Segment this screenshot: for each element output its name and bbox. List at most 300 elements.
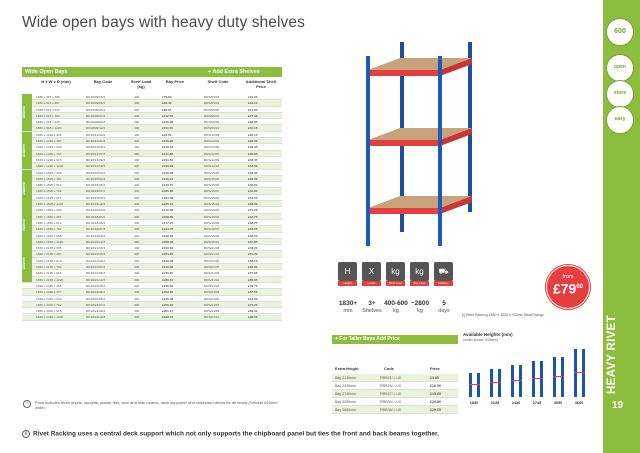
image-caption: (i) Rivet Racking 1830 x 1525 x 762mm Blue/Orange — [462, 313, 544, 317]
table-cell: 1830 x 2440 x 762 — [36, 302, 62, 307]
height-label: 2440 — [511, 401, 521, 405]
table-cell: £54.00 — [248, 164, 258, 169]
table-cell: RR18/21/12/3 — [86, 277, 106, 282]
table-cell: 400 — [134, 277, 140, 282]
table-cell: 1830 x 1830 x 915 — [36, 233, 62, 238]
table-cell: RRS/18/07 — [204, 227, 220, 232]
table-cell: RRS/15/06 — [204, 183, 220, 188]
table-cell: £49.75 — [248, 283, 258, 288]
table-cell: 1830 x 1525 x 610 — [36, 183, 62, 188]
spec-unit: mm — [343, 308, 353, 314]
table-cell: £161.50 — [162, 157, 174, 162]
table-cell: RR18/09/12/3 — [86, 126, 106, 131]
table-cell: 1830 x 1525 x 1220 — [36, 202, 64, 207]
table-column-headers — [22, 77, 282, 94]
table-cell: 400 — [134, 202, 140, 207]
spec-label: Delivery — [434, 281, 453, 286]
available-heights-title: Available Heights (mm) — [463, 332, 513, 337]
table-cell: £186.60 — [162, 283, 174, 288]
height-bar — [574, 349, 577, 397]
col-header: Additional Shelf Price — [245, 79, 277, 89]
table-cell: £158.80 — [162, 214, 174, 219]
table-cell: £21.85 — [248, 107, 258, 112]
table-cell: 400 — [134, 271, 140, 276]
table-cell: RR18/09/03/3 — [86, 95, 106, 99]
table-cell: RRS/09/09 — [204, 120, 220, 125]
spec-label: Levels — [362, 281, 381, 286]
height-bar-shelf — [490, 382, 501, 384]
table-cell: £151.70 — [162, 126, 174, 131]
extra-height-row — [332, 390, 458, 398]
table-cell: £142.90 — [162, 208, 174, 213]
table-cell: RR18/21/09/3 — [86, 271, 106, 276]
table-cell: 400 — [134, 126, 140, 131]
extra-height-cell: Bay 2440mm — [335, 384, 357, 388]
table-cell: £57.55 — [248, 290, 258, 295]
col-header: Bay Price — [165, 79, 185, 84]
table-cell: £219.60 — [162, 265, 174, 270]
table-cell: £250.00 — [162, 302, 174, 307]
table-cell: £225.10 — [162, 202, 174, 207]
available-heights-subtitle: (width shown 915mm) — [463, 338, 499, 342]
table-cell: RRS/15/12 — [204, 202, 220, 207]
table-cell: £194.75 — [162, 227, 174, 232]
table-cell: £112.70 — [162, 113, 174, 118]
table-cell: RR18/15/12/3 — [86, 202, 106, 207]
extra-height-cell: RRB21/-/-/-/0 — [380, 376, 402, 380]
height-bar — [532, 361, 535, 397]
table-cell: £42.75 — [248, 214, 258, 219]
table-cell: RRS/18/12 — [204, 239, 220, 244]
extra-height-cell: RRB27/-/-/-/0 — [380, 392, 402, 396]
table-cell: 1830 x 1220 x 610 — [36, 145, 62, 150]
table-cell: 400 — [134, 151, 140, 156]
table-cell: 400 — [134, 296, 140, 301]
table-cell: £177.25 — [162, 220, 174, 225]
table-cell: £328.15 — [162, 315, 174, 320]
spec-value: ~2800 — [410, 300, 430, 307]
height-bar — [511, 365, 514, 397]
table-cell: 400 — [134, 290, 140, 295]
height-bar — [540, 361, 543, 397]
table-cell: £36.60 — [248, 183, 258, 188]
table-cell: RR18/15/06/3 — [86, 183, 106, 188]
table-cell: 1830 x 1830 x 1220 — [36, 239, 64, 244]
table-cell: £63.00 — [248, 202, 258, 207]
table-row — [22, 314, 282, 320]
table-cell: 400 — [134, 252, 140, 257]
extra-height-row — [332, 406, 458, 414]
table-cell: RR18/15/09/3 — [86, 195, 106, 200]
table-cell: RR18/24/03/3 — [86, 283, 106, 288]
table-cell: RR18/09/07/3 — [86, 113, 106, 118]
table-cell: 1830 x 1830 x 305 — [36, 208, 62, 213]
table-cell: 400 — [134, 220, 140, 225]
table-cell: RRS/24/03 — [204, 283, 220, 288]
table-cell: 1830 x 2135 x 610 — [36, 258, 62, 263]
page: Wide open bays with heavy duty shelves 600 open store easy HEAVY RIVET 19 Wide Open Bays + Add Extra Shelves H x W x D (mm) Bay Code Shelf Load (kg) Bay Price Shelf Code Additional Shelf Price 1830 x 915 x 305 RR18/09/03/3 400 £79.60 RRS/09/03 £16.35 1830 x 915 x 457 RR18/09/04/3 400 £86.40 RRS/09/04 £19.10 1830 x 915 x 610 RR18/09/06/3 400 £96.65 RRS/09/06 £21.85 1830 x 915 x 762 RR18/09/07/3 400 £112.70 RRS/09/07 £27.35 1830 x 915 x 915 RR18/09/09/3 400 £126.36 RRS/09/09 £32.80 1830 x 915 x 1220 RR18/09/12/3 400 £151.70 RRS/09/12 £40.15 1830 x 1220 x 305 RR18/12/03/3 400 £97.55 RRS/12/03 £22.15 1830 x 1220 x 457 RR18/12/04/3 400 £106.90 RRS/12/04 £26.00 1830 x 1220 x 610 RR18/12/06/3 400 £123.50 RRS/12/06 £30.95 1830 x 1220 x 762 RR18/12/07/3 400 £141.80 RRS/12/07 £36.85 1830 x 1220 x 915 RR18/12/09/3 400 £161.50 RRS/12/09 £43.45 1830 x 1220 x 1220 RR18/12/12/3 400 £193.00 RRS/12/12 £54.00 1830 x 1525 x 305 RR18/15/03/3 400 £108.65 RRS/15/03 £25.85 1830 x 1525 x 457 RR18/15/04/3 400 £120.10 RRS/15/04 £29.65 1830 x 1525 x 610 RR18/15/06/3 400 £140.70 RRS/15/06 £36.60 1830 x 1525 x 762 RR18/15/07/3 400 £165.85 RRS/15/07 £44.90 1830 x 1525 x 915 RR18/15/09/3 400 £184.50 RRS/15/09 £51.55 1830 x 1525 x 1220 RR18/15/12/3 400 £225.10 RRS/15/12 £63.00 1830 x 1830 x 305 RR18/18/03/3 400 £142.90 RRS/18/03 £37.25 1830 x 1830 x 457 RR18/18/04/3 400 £158.80 RRS/18/04 £42.75 1830 x 1830 x 610 RR18/18/06/3 400 £177.25 RRS/18/06 £48.75 1830 x 1830 x 762 RR18/18/07/3 400 £194.75 RRS/18/07 £54.55 1830 x 1830 x 915 RR18/18/09/3 400 £219.95 RRS/18/09 £62.55 1830 x 1830 x 1220 RR18/18/12/3 400 £258.00 RRS/18/12 £75.85 1830 x 2135 x 305 RR18/21/03/3 400 £160.60 RRS/21/03 £43.20 1830 x 2135 x 457 RR18/21/04/3 400 £184.85 RRS/21/04 £51.30 1830 x 2135 x 610 RR18/21/06/3 400 £199.50 RRS/21/06 £56.10 1830 x 2135 x 762 RR18/21/07/3 400 £219.60 RRS/21/07 £62.80 1830 x 2135 x 915 RR18/21/09/3 400 £246.00 RRS/21/09 £71.65 1830 x 2135 x 1220 RR18/21/12/3 400 £286.15 RRS/21/12 £85.05 1830 x 2440 x 305 RR18/24/03/3 400 £186.60 RRS/24/03 £49.75 1830 x 2440 x 457 RR18/24/04/3 400 £203.60 RRS/24/04 £57.55 1830 x 2440 x 610 RR18/24/06/3 400 £225.30 RRS/24/06 £64.80 1830 x 2440 x 762 RR18/24/07/3 400 £250.00 RRS/24/07 £73.25 1830 x 2440 x 915 RR18/24/09/3 400 £281.15 RRS/24/09 £83.30 1830 x 2440 x 1220 RR18/24/12/3 400 £328.15 RRS/24/12 £98.60 1830mm 2135mm 2440mm 1525mm 1220mm i Price includes three levels, uprights, plastic feet, face and side beams, deck supports* and chipboard decks for all levels (*except 610mm wide). H Height 1830+ mm X Levels 3+ Shelves kg Shelf Load 400-600 kg kg Bay Load ~2800 kg ⛟ Delivery 5 days (i) Rivet Racking 1830 x 1525 x 762mm Blue/Orange from $£79^{60}$ + For Taller Bays Add Price Extra Height Code Price Bay 2135mm RRB21/-/-/-/0 £4.85 Bay 2440mm RRB24/-/-/-/0 £10.00 Bay 2745mm RRB27/-/-/-/0 £15.65 Bay 3050mm RRB30/-/-/-/0 £20.80 Bay 3660mm RRB36/-/-/-/0 £29.65 Available Heights (mm) (width shown 915mm) 1830 2135 2440 2745 3050 3660 i Rivet Racking uses a central deck support which not only supports the chipboard panel but ties the front and back beams together. — [0, 0, 640, 453]
height-bar — [498, 369, 501, 397]
table-cell: £62.55 — [248, 233, 258, 238]
table-cell: RRS/24/12 — [204, 315, 220, 320]
table-cell: 400 — [134, 95, 140, 99]
table-cell: RRS/12/07 — [204, 151, 220, 156]
table-cell: £98.60 — [248, 315, 258, 320]
table-cell: RR18/09/09/3 — [86, 120, 106, 125]
table-cell: £40.15 — [248, 126, 258, 131]
table-cell: £126.36 — [162, 120, 174, 125]
table-cell: 400 — [134, 139, 140, 144]
table-cell: 1830 x 2135 x 305 — [36, 246, 62, 251]
table-cell: 1830 x 915 x 305 — [36, 95, 60, 99]
table-cell: 1830 x 915 x 610 — [36, 107, 60, 112]
table-cell: 400 — [134, 189, 140, 194]
height-bar — [519, 365, 522, 397]
table-cell: RR18/12/09/3 — [86, 157, 106, 162]
group-label: 2135mm — [22, 144, 26, 158]
table-cell: RRS/18/04 — [204, 214, 220, 219]
table-cell: RRS/24/04 — [204, 290, 220, 295]
table-cell: RR18/12/03/3 — [86, 132, 106, 137]
table-cell: RRS/09/03 — [204, 95, 220, 99]
table-cell: 1830 x 1525 x 305 — [36, 170, 62, 175]
table-cell: £75.85 — [248, 239, 258, 244]
table-cell: RR18/24/07/3 — [86, 302, 106, 307]
table-cell: RRS/12/12 — [204, 164, 220, 169]
easy-badge-icon: easy — [606, 106, 634, 134]
table-cell: RR18/12/12/3 — [86, 164, 106, 169]
table-cell: 1830 x 2440 x 305 — [36, 283, 62, 288]
table-cell: £184.85 — [162, 252, 174, 257]
table-cell: 1830 x 1220 x 915 — [36, 157, 62, 162]
extra-height-cell: £15.65 — [430, 392, 441, 396]
table-cell: £281.15 — [162, 309, 174, 314]
table-cell: RR18/18/03/3 — [86, 208, 106, 213]
height-bar-shelf — [511, 380, 522, 382]
footer-note: i Rivet Racking uses a central deck support which not only supports the chipboard panel but ties the front and back beams together. — [22, 430, 597, 438]
table-cell: RR18/15/04/3 — [86, 176, 106, 181]
table-cell: 1830 x 915 x 457 — [36, 101, 60, 106]
table-cell: £44.90 — [248, 189, 258, 194]
height-bar-shelf — [574, 372, 585, 374]
spec-icon: kg — [410, 262, 429, 281]
spec-value: 3+ — [368, 300, 376, 307]
table-header-left: Wide Open Bays — [25, 69, 68, 75]
table-cell: £123.50 — [162, 145, 174, 150]
extra-height-cell: £4.85 — [430, 376, 439, 380]
table-cell: 400 — [134, 101, 140, 106]
extra-heights-header: + For Taller Bays Add Price — [332, 335, 458, 344]
spec-value: 400-600 — [384, 300, 408, 307]
table-cell: £85.05 — [248, 277, 258, 282]
height-label: 3050 — [553, 401, 563, 405]
table-cell: RRS/09/12 — [204, 126, 220, 131]
table-cell: 400 — [134, 283, 140, 288]
table-cell: 400 — [134, 208, 140, 213]
table-cell: 400 — [134, 120, 140, 125]
spec-value: 5 — [442, 300, 446, 307]
table-cell: 400 — [134, 157, 140, 162]
table-cell: £43.45 — [248, 157, 258, 162]
table-cell: £51.30 — [248, 252, 258, 257]
table-cell: RR18/12/04/3 — [86, 139, 106, 144]
table-cell: RRS/21/09 — [204, 271, 220, 276]
price-value: $£79^{60}$ — [552, 280, 584, 297]
table-cell: 1830 x 915 x 1220 — [36, 126, 62, 131]
table-cell: 1830 x 1830 x 610 — [36, 220, 62, 225]
table-cell: £43.20 — [248, 246, 258, 251]
table-cell: RR18/21/07/3 — [86, 265, 106, 270]
col-header: Bay Code — [93, 79, 113, 84]
table-cell: £62.80 — [248, 265, 258, 270]
table-cell: 400 — [134, 239, 140, 244]
spec-label: Bay Load — [410, 281, 429, 286]
table-cell: 400 — [134, 170, 140, 175]
height-bar — [477, 373, 480, 397]
height-bar — [561, 357, 564, 397]
spec-value: 1830+ — [338, 300, 358, 307]
extra-height-row — [332, 374, 458, 382]
table-cell: 1830 x 1830 x 457 — [36, 214, 62, 219]
table-cell: 1830 x 2440 x 457 — [36, 290, 62, 295]
section-label: HEAVY RIVET — [606, 315, 618, 395]
table-cell: 1830 x 2135 x 762 — [36, 265, 62, 270]
col-header: Shelf Load (kg) — [130, 79, 152, 89]
table-cell: £29.65 — [248, 176, 258, 181]
height-bar — [490, 369, 493, 397]
table-cell: £36.85 — [248, 151, 258, 156]
table-cell: RR18/21/06/3 — [86, 258, 106, 263]
table-cell: £160.60 — [162, 246, 174, 251]
open-badge-icon: open — [606, 54, 634, 82]
table-cell: RRS/24/07 — [204, 302, 220, 307]
height-label: 3660 — [574, 401, 584, 405]
table-cell: 1830 x 1525 x 457 — [36, 176, 62, 181]
table-cell: £219.95 — [162, 233, 174, 238]
shelving-unit-image — [360, 40, 480, 250]
table-cell: RRS/12/06 — [204, 145, 220, 150]
table-cell: £120.10 — [162, 176, 174, 181]
spec-unit: Shelves — [362, 308, 382, 314]
page-title: Wide open bays with heavy duty shelves — [22, 14, 305, 31]
table-cell: RR18/09/04/3 — [86, 101, 106, 106]
table-cell: RRS/15/07 — [204, 189, 220, 194]
table-cell: 400 — [134, 258, 140, 263]
table-cell: RR18/18/06/3 — [86, 220, 106, 225]
table-cell: RRS/12/04 — [204, 139, 220, 144]
price-table — [22, 94, 282, 321]
spec-unit: kg — [417, 308, 423, 314]
table-cell: 400 — [134, 145, 140, 150]
table-cell: RR18/18/07/3 — [86, 227, 106, 232]
height-bar-shelf — [532, 378, 543, 380]
table-cell: £225.30 — [162, 296, 174, 301]
info-icon: i — [22, 430, 30, 438]
table-cell: 400 — [134, 164, 140, 169]
extra-height-cell: £10.00 — [430, 384, 441, 388]
extra-height-cell: £20.80 — [430, 400, 441, 404]
spec-unit: kg — [393, 308, 399, 314]
table-cell: 400 — [134, 315, 140, 320]
table-cell: £71.65 — [248, 271, 258, 276]
extra-height-cell: Bay 3050mm — [335, 400, 357, 404]
table-cell: £22.15 — [248, 132, 258, 137]
table-cell: RR18/18/04/3 — [86, 214, 106, 219]
spec-icon: kg — [386, 262, 405, 281]
price-from-label: from — [562, 274, 574, 280]
table-cell: 400 — [134, 246, 140, 251]
table-header-bar — [22, 67, 282, 77]
table-cell: £16.35 — [248, 95, 258, 99]
table-cell: RR18/18/12/3 — [86, 239, 106, 244]
height-label: 2745 — [532, 401, 542, 405]
table-cell: 1830 x 1220 x 457 — [36, 139, 62, 144]
extra-heights-table — [332, 374, 458, 414]
table-cell: RR18/21/03/3 — [86, 246, 106, 251]
table-cell: £141.80 — [162, 151, 174, 156]
extra-height-cell: Bay 2745mm — [335, 392, 357, 396]
table-cell: 400 — [134, 183, 140, 188]
height-label: 1830 — [469, 401, 479, 405]
table-cell: 1830 x 1220 x 762 — [36, 151, 62, 156]
table-cell: 400 — [134, 176, 140, 181]
table-cell: £97.55 — [162, 132, 172, 137]
table-cell: 1830 x 1220 x 1220 — [36, 164, 64, 169]
table-cell: RRS/09/07 — [204, 113, 220, 118]
spec-unit: days — [438, 308, 450, 314]
spec-label: Height — [338, 281, 357, 286]
table-cell: £56.10 — [248, 258, 258, 263]
table-cell: £199.50 — [162, 258, 174, 263]
table-cell: RR18/21/04/3 — [86, 252, 106, 257]
table-cell: 1830 x 915 x 762 — [36, 113, 60, 118]
extra-height-cell: RRB30/-/-/-/0 — [380, 400, 402, 404]
table-cell: £73.25 — [248, 302, 258, 307]
table-cell: 400 — [134, 214, 140, 219]
table-cell: £30.95 — [248, 145, 258, 150]
table-cell: RRS/18/06 — [204, 220, 220, 225]
table-cell: 1830 x 2440 x 610 — [36, 296, 62, 301]
table-cell: 400 — [134, 302, 140, 307]
table-cell: 1830 x 915 x 915 — [36, 120, 60, 125]
height-bar — [469, 373, 472, 397]
table-cell: 1830 x 1525 x 762 — [36, 189, 62, 194]
table-cell: £165.85 — [162, 189, 174, 194]
table-cell: £26.00 — [248, 139, 258, 144]
spec-icon: ⛟ — [434, 262, 453, 281]
table-cell: £286.15 — [162, 277, 174, 282]
table-cell: £51.55 — [248, 195, 258, 200]
extra-height-row — [332, 398, 458, 406]
table-cell: RR18/24/06/3 — [86, 296, 106, 301]
table-cell: 1830 x 2135 x 915 — [36, 271, 62, 276]
price-badge — [546, 265, 590, 309]
store-badge-icon: store — [606, 80, 634, 108]
extra-height-cell: £29.65 — [430, 408, 441, 412]
height-bar — [582, 349, 585, 397]
col-header: Shelf Code — [207, 79, 229, 84]
table-cell: RRS/21/12 — [204, 277, 220, 282]
group-label: 2440mm — [22, 182, 26, 195]
extra-height-cell: RRB24/-/-/-/0 — [380, 384, 402, 388]
table-cell: £64.80 — [248, 296, 258, 301]
table-cell: 400 — [134, 227, 140, 232]
table-cell: RR18/15/03/3 — [86, 170, 106, 175]
table-cell: RRS/15/03 — [204, 170, 220, 175]
table-cell: RRS/12/03 — [204, 132, 220, 137]
table-cell: RRS/21/07 — [204, 265, 220, 270]
table-cell: RR18/12/06/3 — [86, 145, 106, 150]
extra-height-cell: Bay 2135mm — [335, 376, 357, 380]
table-note: i Price includes three levels, uprights, plastic feet, face and side beams, deck supports* and chipboard decks for all levels (*except 610mm wide). — [35, 400, 280, 410]
col-header: H x W x D (mm) — [41, 79, 71, 84]
table-cell: £140.70 — [162, 183, 174, 188]
group-label: 1830mm — [22, 106, 26, 120]
table-cell: RRS/15/04 — [204, 176, 220, 181]
spec-icon: H — [338, 262, 357, 281]
table-cell: £184.50 — [162, 195, 174, 200]
table-cell: RR18/15/07/3 — [86, 189, 106, 194]
table-cell: RR18/24/12/3 — [86, 315, 106, 320]
table-cell: 1830 x 2440 x 1220 — [36, 315, 64, 320]
table-cell: 400 — [134, 195, 140, 200]
table-cell: RR18/24/09/3 — [86, 309, 106, 314]
table-cell: £86.40 — [162, 101, 172, 106]
table-cell: £108.65 — [162, 170, 174, 175]
table-cell: £79.60 — [162, 95, 172, 99]
height-bar-shelf — [469, 384, 480, 386]
height-label: 2135 — [490, 401, 500, 405]
table-cell: RRS/09/04 — [204, 101, 220, 106]
table-cell: £96.65 — [162, 107, 172, 112]
table-cell: RRS/18/03 — [204, 208, 220, 213]
table-cell: RRS/15/09 — [204, 195, 220, 200]
table-cell: RR18/18/09/3 — [86, 233, 106, 238]
table-cell: RRS/21/04 — [204, 252, 220, 257]
group-label: 1220mm — [22, 257, 26, 271]
table-cell: £193.00 — [162, 164, 174, 169]
table-cell: RRS/24/09 — [204, 309, 220, 314]
table-cell: £246.00 — [162, 271, 174, 276]
table-cell: 1830 x 1830 x 762 — [36, 227, 62, 232]
table-cell: 400 — [134, 233, 140, 238]
extra-height-cell: Bay 3660mm — [335, 408, 357, 412]
table-cell: 400 — [134, 309, 140, 314]
table-cell: 400 — [134, 113, 140, 118]
table-cell: £25.85 — [248, 170, 258, 175]
available-heights-chart — [463, 345, 593, 405]
extra-height-row — [332, 382, 458, 390]
table-cell: RR18/24/04/3 — [86, 290, 106, 295]
table-cell: 1830 x 2440 x 915 — [36, 309, 62, 314]
group-label: 1525mm — [22, 219, 26, 233]
table-cell: 400 — [134, 132, 140, 137]
table-cell: £48.75 — [248, 220, 258, 225]
table-cell: 400 — [134, 265, 140, 270]
table-header-right: + Add Extra Shelves — [208, 69, 260, 75]
table-cell: £27.35 — [248, 113, 258, 118]
table-cell: £19.10 — [248, 101, 258, 106]
table-cell: RRS/09/06 — [204, 107, 220, 112]
page-number: 19 — [612, 400, 624, 411]
height-bar-shelf — [553, 376, 564, 378]
table-cell: RRS/18/09 — [204, 233, 220, 238]
table-cell: RRS/21/03 — [204, 246, 220, 251]
capacity-badge-icon: 600 — [606, 18, 634, 46]
table-cell: £83.30 — [248, 309, 258, 314]
table-cell: 1830 x 2135 x 457 — [36, 252, 62, 257]
table-cell: 400 — [134, 107, 140, 112]
